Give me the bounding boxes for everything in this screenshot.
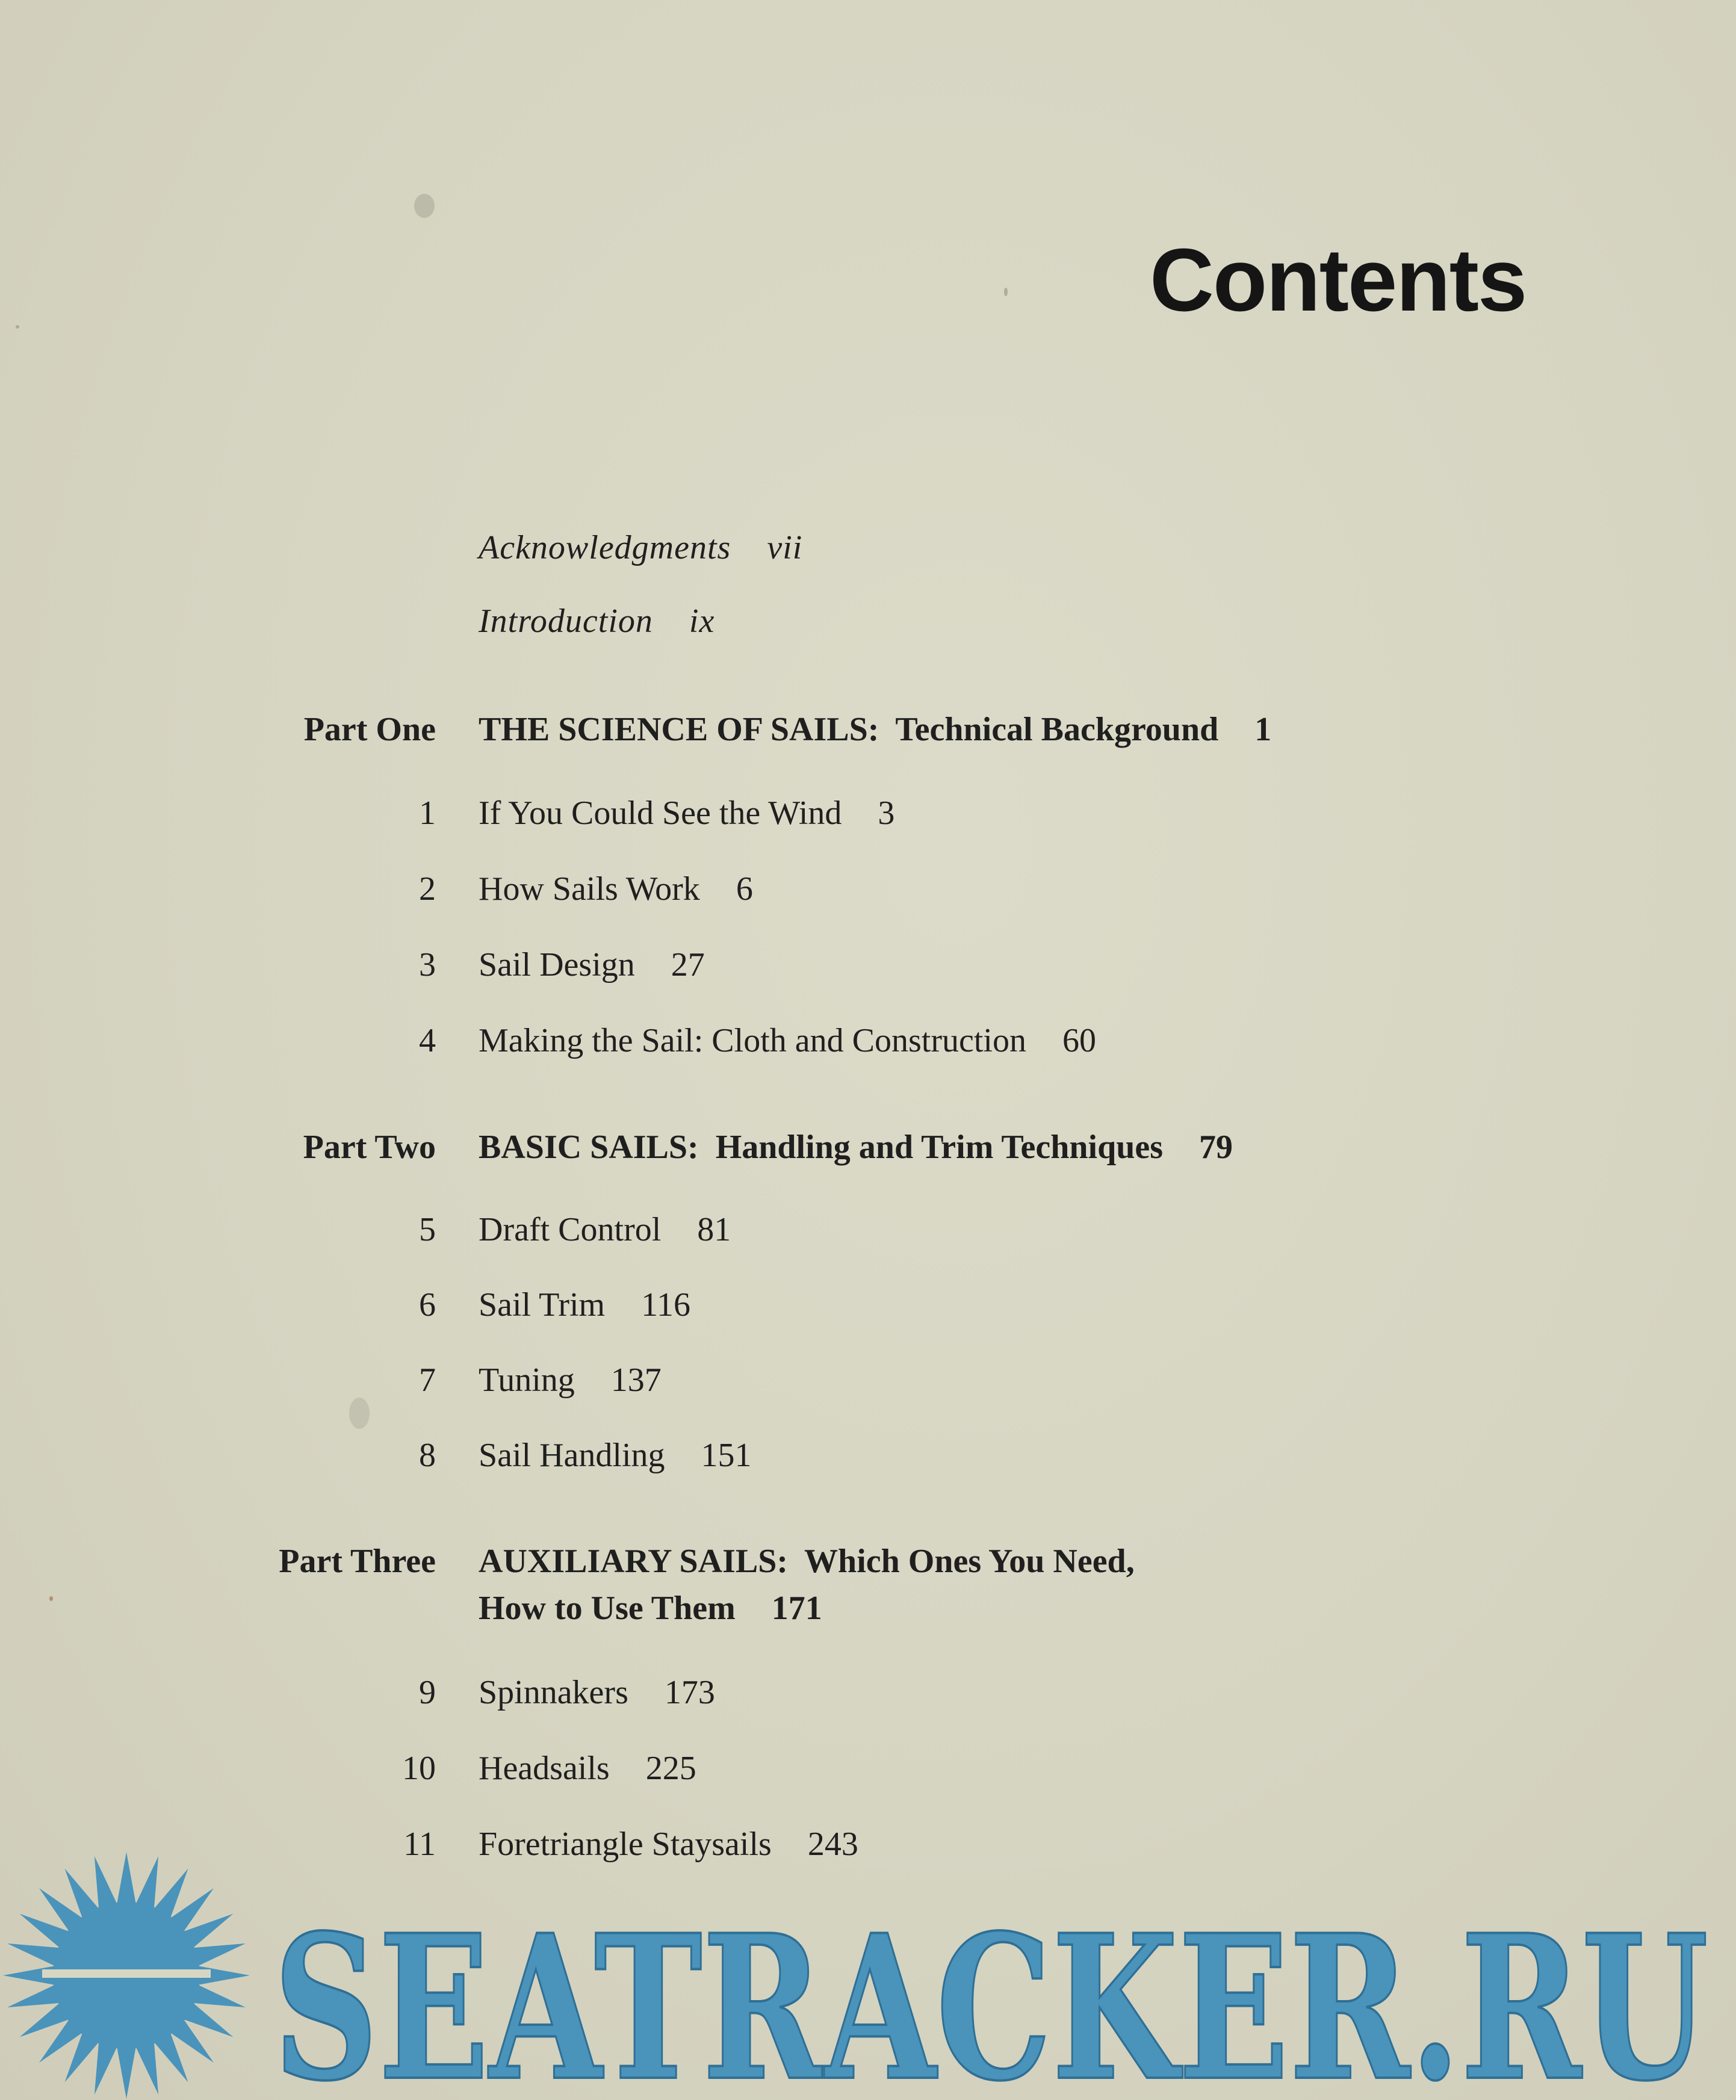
part-title-line-1: AUXILIARY SAILS: Which Ones You Need, <box>479 1543 1135 1580</box>
chapter-title: Sail Trim <box>479 1286 606 1324</box>
chapter-number: 8 <box>419 1437 436 1474</box>
toc-page-number: 27 <box>671 946 705 983</box>
toc-chapter <box>0 941 1736 989</box>
toc-part-three <box>0 1537 1736 1585</box>
chapter-title: Sail Handling <box>479 1437 665 1474</box>
toc-chapter <box>0 865 1736 913</box>
chapter-number: 1 <box>419 794 436 832</box>
chapter-title: Making the Sail: Cloth and Construction <box>479 1022 1026 1059</box>
toc-chapter <box>0 1668 1736 1717</box>
toc-part-one <box>0 705 1736 754</box>
chapter-number: 10 <box>402 1750 436 1787</box>
chapter-title: Headsails <box>479 1750 610 1787</box>
part-title-line-2: How to Use Them <box>479 1590 736 1627</box>
chapter-title: If You Could See the Wind <box>479 794 842 832</box>
paper-speck <box>16 325 19 329</box>
toc-page-number: 137 <box>610 1361 662 1399</box>
watermark-text: SEATRACKER.RU <box>273 1891 1708 2100</box>
chapter-number: 9 <box>419 1674 436 1711</box>
part-label: Part One <box>303 711 436 748</box>
chapter-number: 3 <box>419 946 436 983</box>
part-label: Part Two <box>303 1129 436 1166</box>
toc-page-number: 79 <box>1199 1129 1233 1166</box>
chapter-title: Tuning <box>479 1361 575 1399</box>
chapter-number: 4 <box>419 1022 436 1059</box>
toc-entry-title: Introduction <box>479 602 653 640</box>
chapter-title: Sail Design <box>479 946 635 983</box>
sun-logo-icon <box>3 1852 250 2099</box>
chapter-title: Foretriangle Staysails <box>479 1826 772 1863</box>
paper-speck <box>1004 288 1008 296</box>
toc-chapter <box>0 1017 1736 1065</box>
toc-page-number: 3 <box>878 794 895 832</box>
toc-page-number: 81 <box>697 1211 731 1248</box>
chapter-number: 11 <box>403 1826 436 1863</box>
chapter-title: Spinnakers <box>479 1674 628 1711</box>
toc-chapter <box>0 1356 1736 1404</box>
chapter-number: 7 <box>419 1361 436 1399</box>
toc-page-number: 6 <box>736 870 753 908</box>
part-label: Part Three <box>279 1543 436 1580</box>
toc-page-number: 116 <box>641 1286 691 1324</box>
toc-page-number: 225 <box>645 1750 696 1787</box>
toc-page-number: ix <box>689 602 715 640</box>
page-title: Contents <box>1150 231 1527 330</box>
chapter-title: How Sails Work <box>479 870 700 908</box>
toc-front-matter-introduction <box>0 597 1736 645</box>
paper-speck <box>414 194 435 218</box>
toc-part-three-continued <box>0 1584 1736 1632</box>
chapter-number: 5 <box>419 1211 436 1248</box>
toc-chapter <box>0 1206 1736 1254</box>
toc-page-number: 243 <box>807 1826 858 1863</box>
toc-page-number: 151 <box>701 1437 752 1474</box>
toc-page-number: 171 <box>771 1590 822 1627</box>
toc-part-two <box>0 1123 1736 1171</box>
toc-page-number: 60 <box>1062 1022 1096 1059</box>
toc-page-number: 173 <box>664 1674 715 1711</box>
toc-chapter <box>0 1431 1736 1479</box>
chapter-title: Draft Control <box>479 1211 662 1248</box>
chapter-number: 6 <box>419 1286 436 1324</box>
toc-chapter <box>0 1281 1736 1329</box>
toc-chapter <box>0 1744 1736 1792</box>
toc-front-matter-acknowledgments <box>0 524 1736 572</box>
watermark <box>0 1842 1736 2100</box>
part-title: THE SCIENCE OF SAILS: Technical Background <box>479 711 1219 748</box>
part-title: BASIC SAILS: Handling and Trim Techniques <box>479 1129 1164 1166</box>
toc-page-number: vii <box>767 529 803 566</box>
chapter-number: 2 <box>419 870 436 908</box>
toc-chapter <box>0 789 1736 837</box>
toc-entry-title: Acknowledgments <box>479 529 731 566</box>
toc-page-number: 1 <box>1254 711 1272 748</box>
